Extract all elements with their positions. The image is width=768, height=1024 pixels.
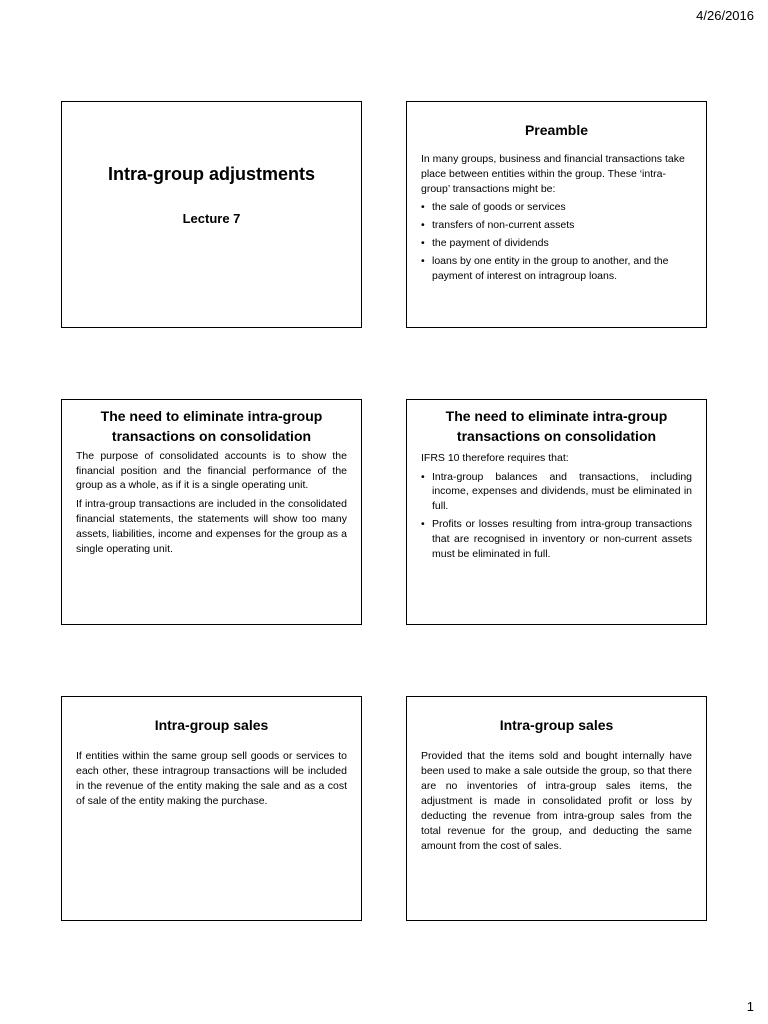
- slide-1-title: [61, 101, 362, 328]
- slide-title: Intra-group sales: [499, 717, 614, 733]
- slide-title: Intra-group adjustments: [107, 164, 315, 184]
- slide-intro: IFRS 10 therefore requires that:: [421, 451, 569, 464]
- page-date: 4/26/2016: [696, 8, 754, 23]
- list-item: • transfers of non-current assets: [421, 218, 692, 233]
- slide-subtitle: Lecture 7: [182, 210, 241, 226]
- bullet-list: [421, 470, 692, 562]
- slide-5-intra-group-sales: [61, 696, 362, 921]
- slide-title: Intra-group sales: [154, 717, 269, 733]
- slide-paragraph: The purpose of consolidated accounts is to show the financial position and the financial performance of the group as a whole, as if it is a single operating unit.: [76, 449, 347, 492]
- slide-6-intra-group-sales: [406, 696, 707, 921]
- slide-3-need-to-eliminate: [61, 399, 362, 625]
- list-item: • loans by one entity in the group to another, and the payment of interest on intragroup loans.: [421, 254, 692, 284]
- slide-2-preamble: [406, 101, 707, 328]
- list-item: • Profits or losses resulting from intra-group transactions that are recognised in inventory or non-current assets must be eliminated in full.: [421, 517, 692, 562]
- slide-paragraph: Provided that the items sold and bought internally have been used to make a sale outside the group, so that there are no inventories of intra-group sales items, the adjustment is made in consolidated profit or loss by deducting the revenue from intra-group sales from the total revenue for the group, and deducting the same amount from the cost of sales.: [421, 750, 692, 852]
- page-number: 1: [746, 999, 754, 1014]
- bullet-list: [421, 200, 692, 284]
- list-item: • the payment of dividends: [421, 236, 692, 251]
- slide-paragraph: If entities within the same group sell goods or services to each other, these intragroup transactions will be included in the revenue of the entity making the sale and as a cost of sale of the entity making the purchase.: [76, 750, 347, 808]
- slide-title: The need to eliminate intra-group transactions on consolidation: [100, 408, 323, 445]
- list-item: • Intra-group balances and transactions, including income, expenses and dividends, must be eliminated in full.: [421, 470, 692, 515]
- slide-title: Preamble: [524, 122, 589, 138]
- slide-intro: In many groups, business and financial transactions take place between entities within the group. These ‘intra-group’ transactions might be:: [421, 153, 685, 196]
- slide-paragraph: If intra-group transactions are included in the consolidated financial statements, the statements will show too many assets, liabilities, income and expenses for the group as a single operating unit.: [76, 498, 347, 556]
- slide-title: The need to eliminate intra-group transactions on consolidation: [445, 408, 668, 445]
- list-item: • the sale of goods or services: [421, 200, 692, 215]
- slide-4-need-to-eliminate: [406, 399, 707, 625]
